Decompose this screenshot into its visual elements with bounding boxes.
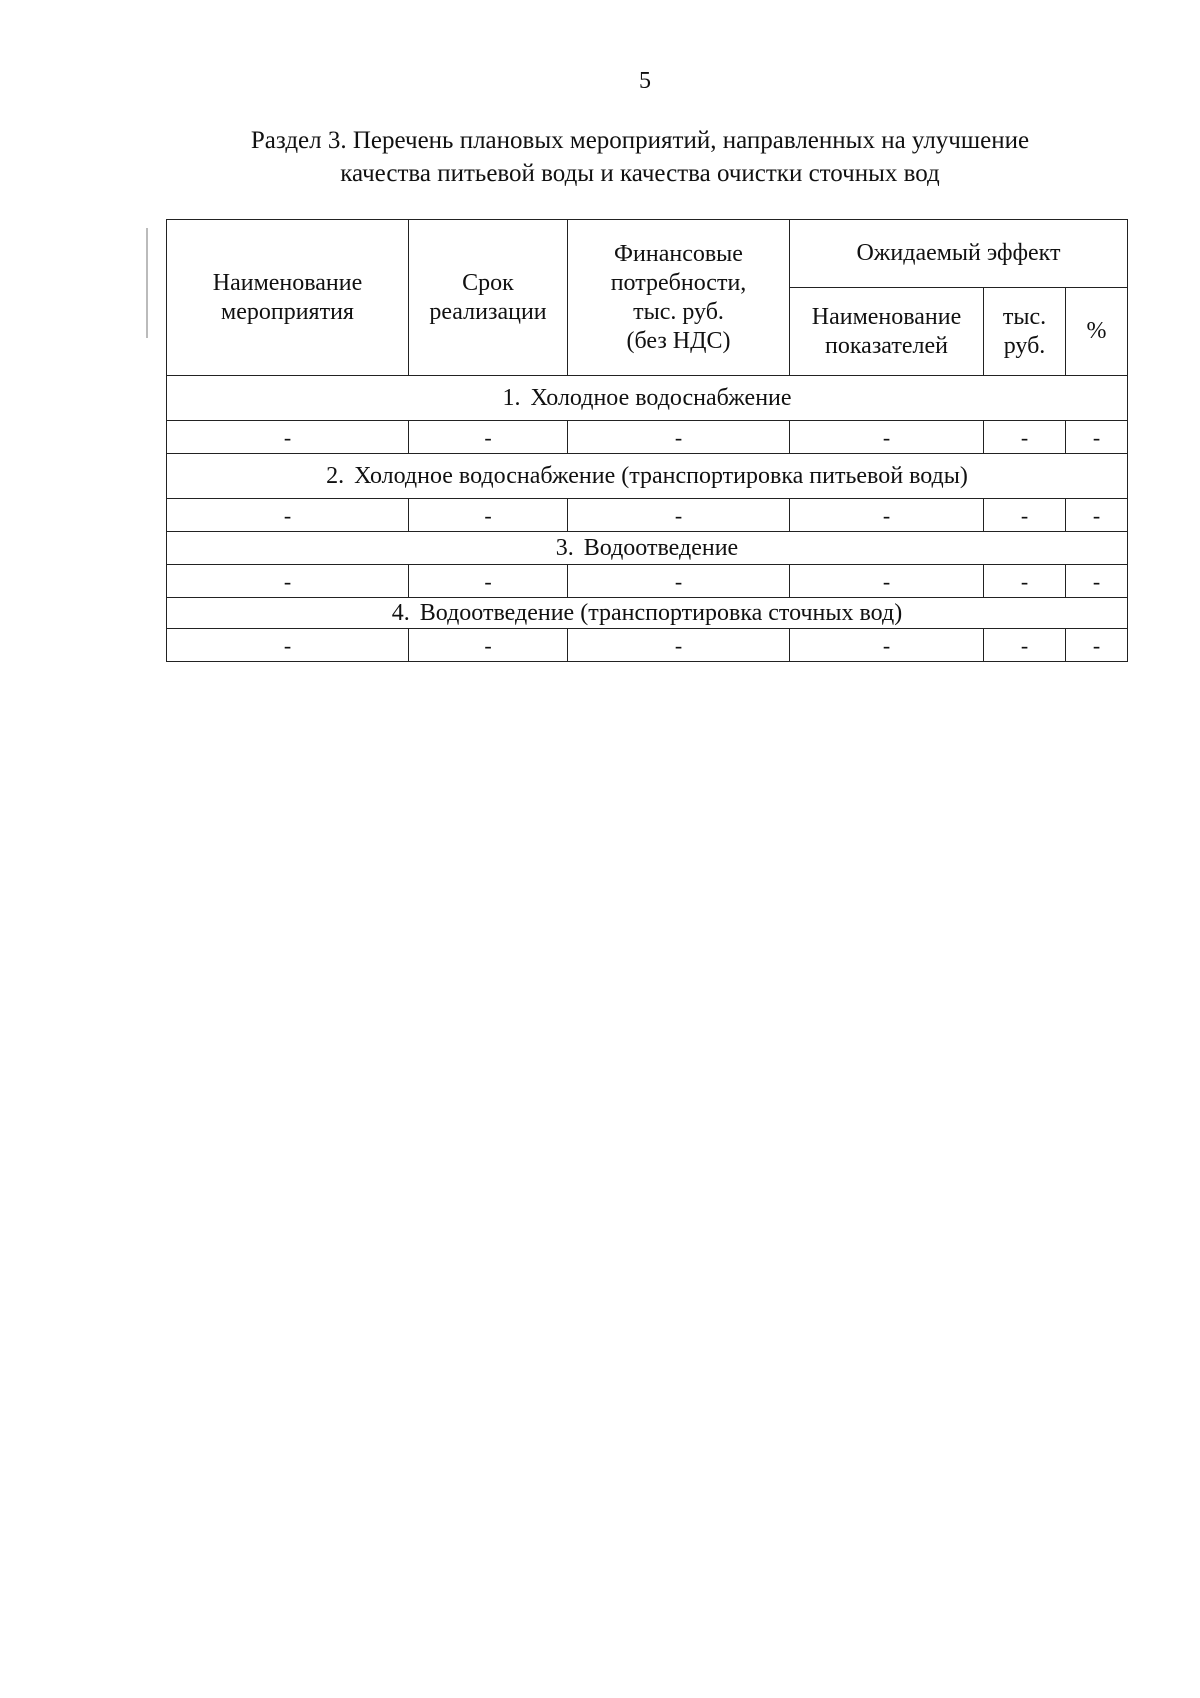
cell-indicators: -	[790, 629, 984, 662]
header-percent: %	[1066, 288, 1128, 376]
section-title-line-1: Раздел 3. Перечень плановых мероприятий, направленных на улучшение	[250, 127, 1030, 154]
group-title: Водоотведение	[583, 534, 739, 561]
group-number: 1.	[502, 384, 521, 411]
cell-thousand-rub: -	[984, 499, 1066, 532]
cell-percent: -	[1066, 421, 1128, 454]
cell-percent: -	[1066, 565, 1128, 598]
group-title: Холодное водоснабжение	[530, 384, 792, 411]
table-row	[167, 421, 1128, 454]
section-title	[170, 124, 1110, 190]
header-measure-name: Наименование мероприятия	[167, 220, 409, 376]
header-expected-effect: Ожидаемый эффект	[790, 220, 1128, 288]
group-row-cold-water-transport	[167, 454, 1128, 499]
cell-finance: -	[568, 629, 790, 662]
cell-measure-name: -	[167, 421, 409, 454]
group-label	[167, 532, 1128, 565]
cell-thousand-rub: -	[984, 629, 1066, 662]
table-row	[167, 565, 1128, 598]
header-term: Срок реализации	[409, 220, 568, 376]
cell-indicators: -	[790, 565, 984, 598]
cell-measure-name: -	[167, 629, 409, 662]
cell-measure-name: -	[167, 565, 409, 598]
header-thousand-rub: тыс. руб.	[984, 288, 1066, 376]
planned-measures-table	[166, 219, 1128, 662]
group-label	[167, 598, 1128, 629]
cell-percent: -	[1066, 629, 1128, 662]
cell-measure-name: -	[167, 499, 409, 532]
page-number: 5	[639, 68, 651, 94]
cell-thousand-rub: -	[984, 421, 1066, 454]
cell-finance: -	[568, 421, 790, 454]
cell-term: -	[409, 499, 568, 532]
group-row-cold-water-supply	[167, 376, 1128, 421]
cell-indicators: -	[790, 421, 984, 454]
group-row-wastewater-transport	[167, 598, 1128, 629]
header-indicator-names: Наименование показателей	[790, 288, 984, 376]
group-title: Водоотведение (транспортировка сточных вод)	[419, 599, 903, 626]
cell-term: -	[409, 629, 568, 662]
header-financial-needs: Финансовые потребности, тыс. руб. (без НДС)	[568, 220, 790, 376]
table-row	[167, 499, 1128, 532]
group-number: 3.	[555, 534, 574, 561]
group-number: 2.	[326, 462, 345, 489]
table-row	[167, 629, 1128, 662]
cell-term: -	[409, 565, 568, 598]
group-number: 4.	[391, 599, 410, 626]
cell-indicators: -	[790, 499, 984, 532]
group-title: Холодное водоснабжение (транспортировка питьевой воды)	[354, 462, 968, 489]
cell-percent: -	[1066, 499, 1128, 532]
scan-margin-mark	[146, 228, 148, 338]
cell-thousand-rub: -	[984, 565, 1066, 598]
group-label	[167, 454, 1128, 499]
cell-finance: -	[568, 565, 790, 598]
cell-finance: -	[568, 499, 790, 532]
group-label	[167, 376, 1128, 421]
group-row-wastewater-disposal	[167, 532, 1128, 565]
cell-term: -	[409, 421, 568, 454]
section-title-line-2: качества питьевой воды и качества очистки сточных вод	[340, 160, 940, 187]
